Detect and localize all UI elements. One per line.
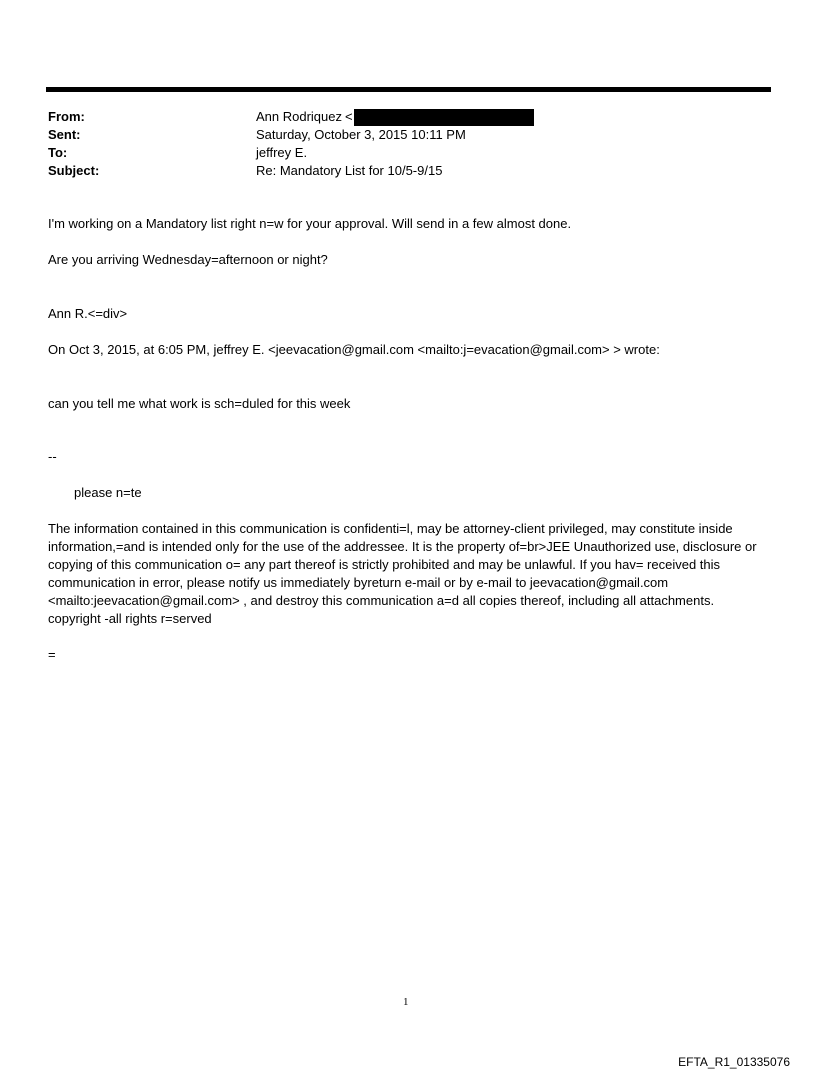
sender-email-bracket: < — [345, 109, 353, 124]
email-header — [48, 108, 748, 180]
from-row — [48, 108, 748, 126]
sent-row — [48, 126, 748, 144]
page-number: 1 — [403, 996, 409, 1008]
from-label: From: — [48, 109, 85, 124]
header-divider — [46, 87, 771, 92]
signature-separator: -- — [48, 449, 57, 464]
subject-value: Re: Mandatory List for 10/5-9/15 — [256, 163, 443, 178]
to-label: To: — [48, 145, 68, 160]
document-id: EFTA_R1_01335076 — [678, 1055, 790, 1069]
message-line: Are you arriving Wednesday=afternoon or night? — [48, 252, 328, 267]
signature: Ann R.<=div> — [48, 306, 128, 321]
quote-header: On Oct 3, 2015, at 6:05 PM, jeffrey E. <jeevacation@gmail.com <mailto:j=evacation@gmail.com> > wrote: — [48, 342, 660, 357]
quoted-message: can you tell me what work is sch=duled for this week — [48, 396, 351, 411]
sent-label: Sent: — [48, 127, 81, 142]
to-value: jeffrey E. — [256, 145, 308, 160]
sent-value: Saturday, October 3, 2015 10:11 PM — [256, 127, 466, 142]
from-value — [256, 108, 534, 126]
note-heading: please n=te — [74, 485, 142, 500]
disclaimer: The information contained in this communication is confidenti=l, may be attorney-client privileged, may constitute inside information,=and is intended only for the use of the addressee. It is the property of=br>JEE Unauthorized use, disclosure or copying of this communication o= any part thereof is strictly prohibited and may be unlawful. If you hav= received this communication in error, please notify us immediately byreturn e-mail or by e-mail to jeevacation@gmail.com <mailto:jeevacation@gmail.com> , and destroy this communication a=d all copies thereof, including all attachments. copyright -all rights r=served — [48, 521, 757, 626]
subject-label: Subject: — [48, 163, 100, 178]
subject-row — [48, 162, 748, 180]
trailing-marker: = — [48, 647, 56, 662]
to-row — [48, 144, 748, 162]
sender-name: Ann Rodriquez — [256, 109, 342, 124]
message-line: I'm working on a Mandatory list right n=w for your approval. Will send in a few almost done. — [48, 216, 572, 231]
redaction-box — [354, 109, 534, 126]
